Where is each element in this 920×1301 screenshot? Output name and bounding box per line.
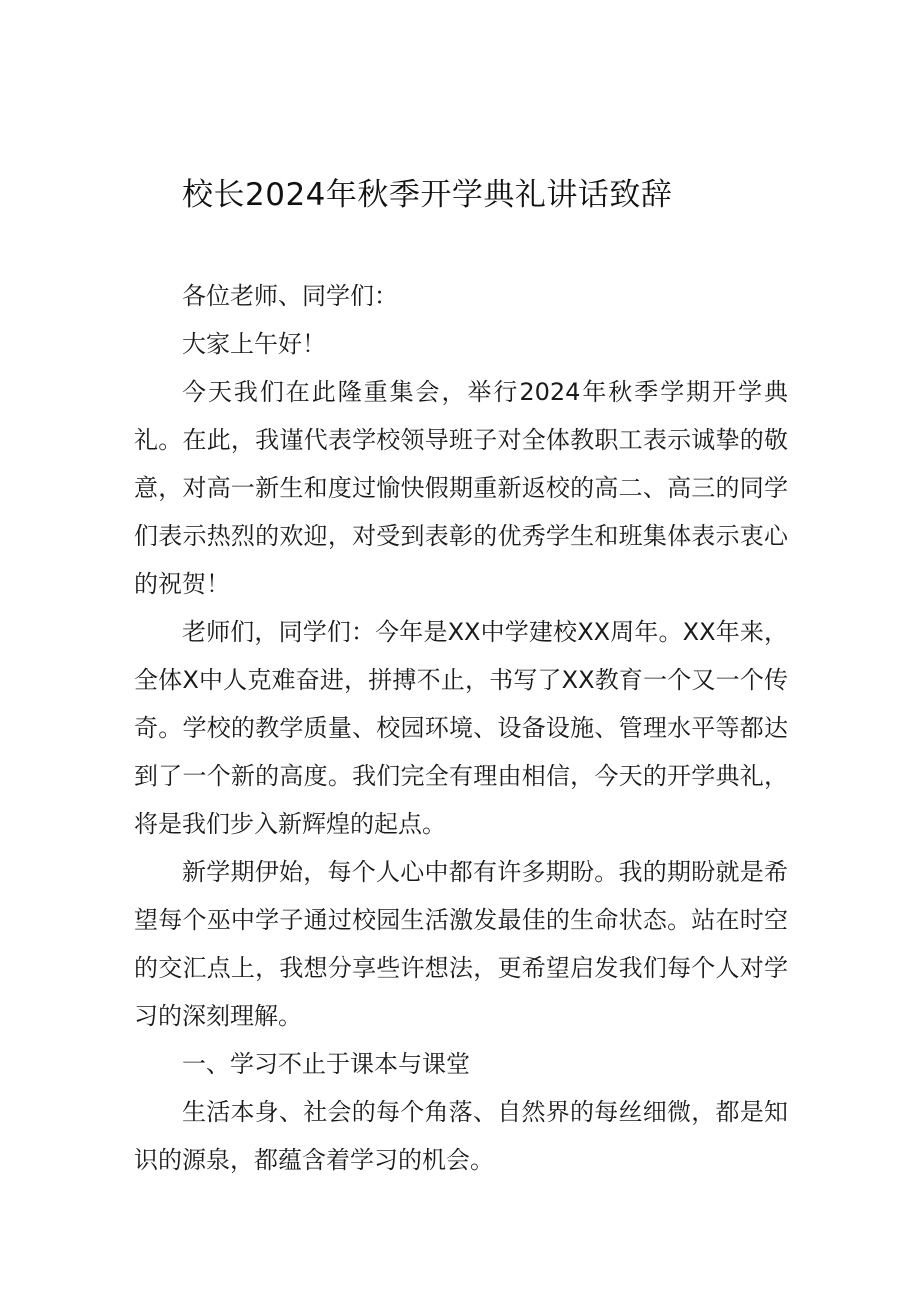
greeting: 大家上午好！ [182, 330, 326, 358]
document-body [134, 272, 788, 1184]
paragraph-expectation: 新学期伊始，每个人心中都有许多期盼。我的期盼就是希望每个巫中学子通过校园生活激发最佳的生命状态。站在时空的交汇点上，我想分享些许想法，更希望启发我们每个人对学习的深刻理解。 [134, 858, 788, 1030]
salutation: 各位老师、同学们： [182, 282, 398, 310]
section-heading-1: 一、学习不止于课本与课堂 [182, 1050, 470, 1078]
paragraph-learning: 生活本身、社会的每个角落、自然界的每丝细微，都是知识的源泉，都蕴含着学习的机会。 [134, 1098, 788, 1174]
paragraph-opening: 今天我们在此隆重集会，举行2024年秋季学期开学典礼。在此，我谨代表学校领导班子对全体教职工表示诚挚的敬意，对高一新生和度过愉快假期重新返校的高二、高三的同学们表示热烈的欢迎，对受到表彰的优秀学生和班集体表示衷心的祝贺！ [134, 378, 788, 598]
document-title: 校长2024年秋季开学典礼讲话致辞 [182, 177, 673, 213]
paragraph-anniversary: 老师们，同学们：今年是XX中学建校XX周年。XX年来，全体X中人克难奋进，拼搏不止，书写了XX教育一个又一个传奇。学校的教学质量、校园环境、设备设施、管理水平等都达到了一个新的高度。我们完全有理由相信，今天的开学典礼，将是我们步入新辉煌的起点。 [134, 618, 788, 838]
